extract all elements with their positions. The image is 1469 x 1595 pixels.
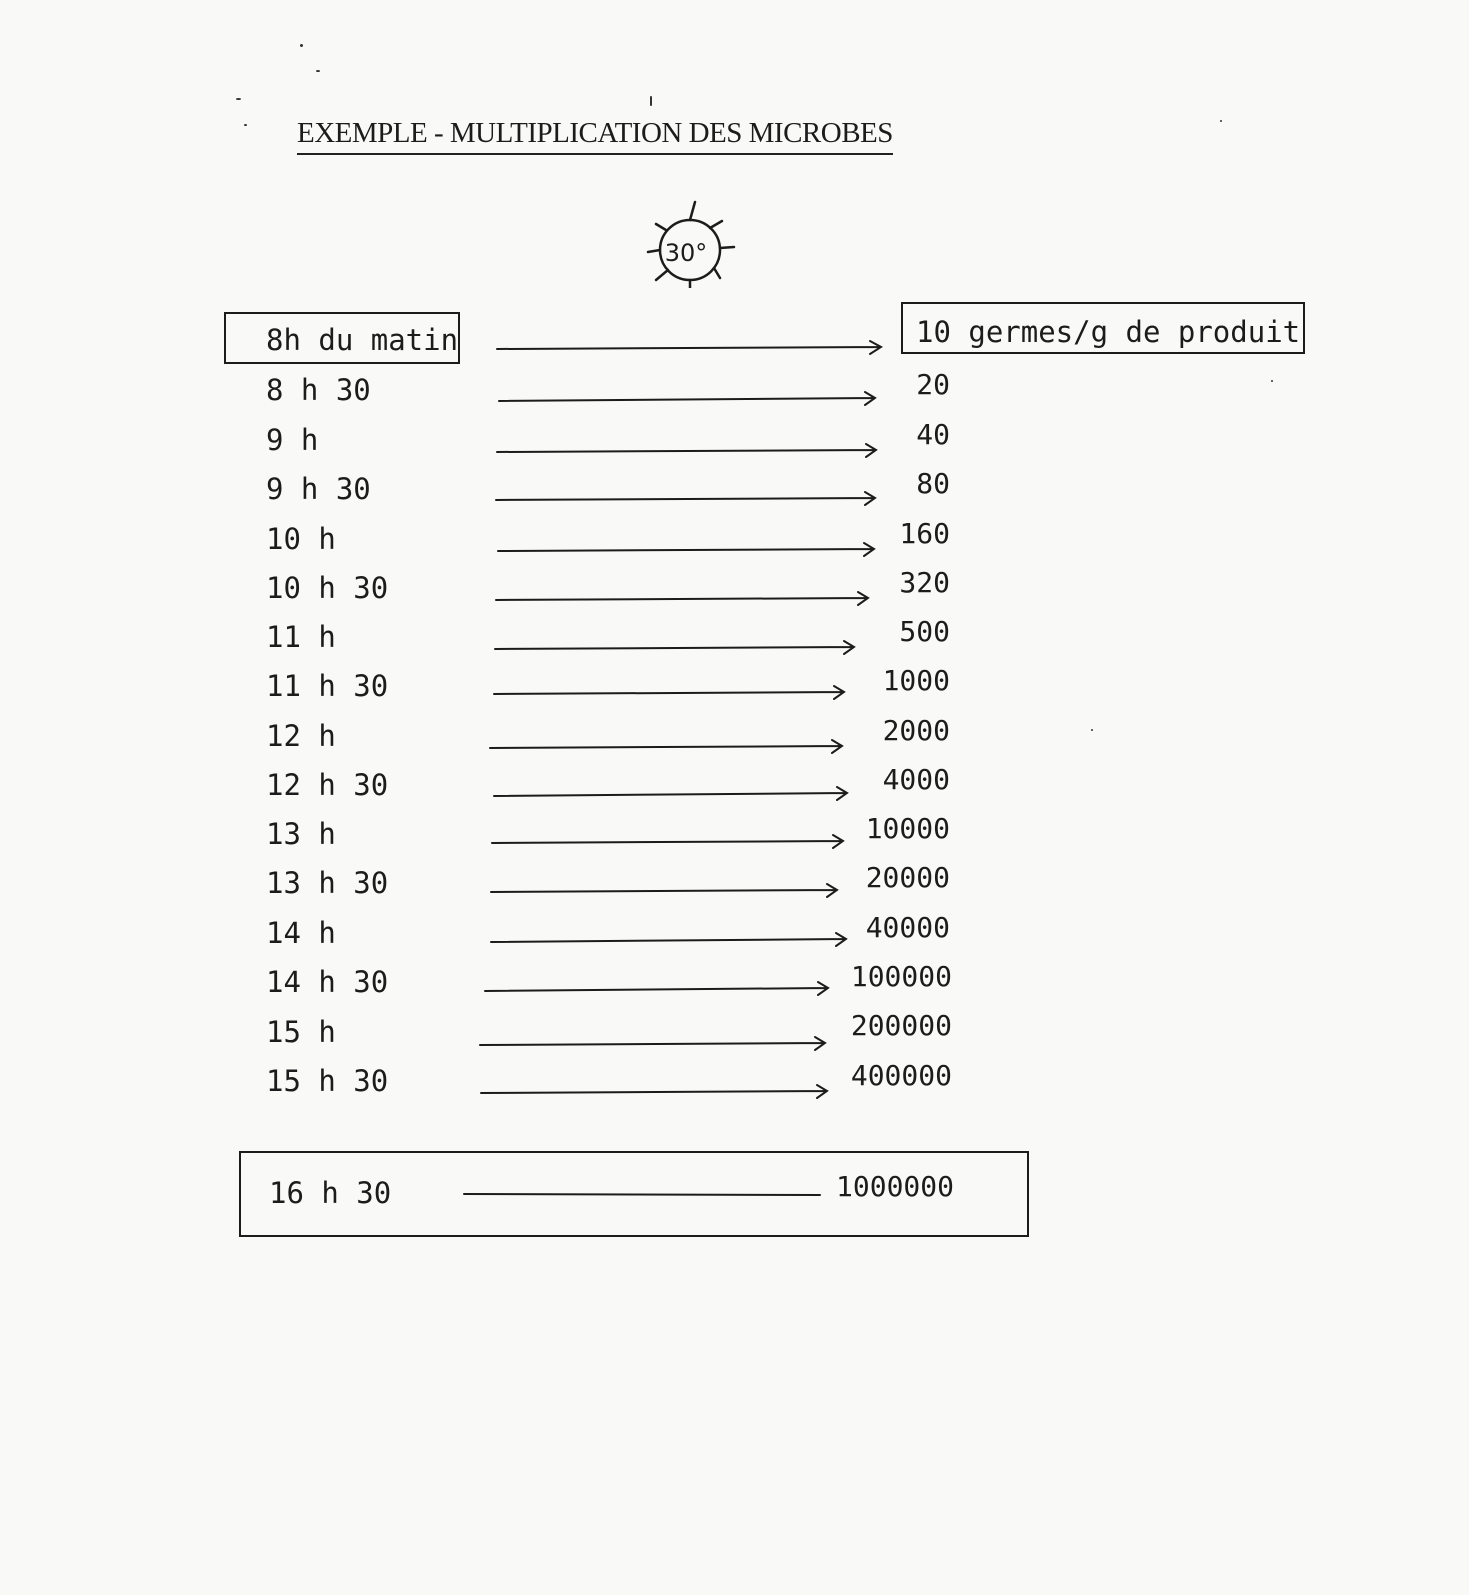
- row-time: 11 h 30: [266, 669, 389, 703]
- row-value: 400000: [850, 1059, 952, 1092]
- row-time: 14 h 30: [266, 965, 389, 999]
- scan-speck: [1271, 380, 1273, 382]
- row-value: 100000: [850, 960, 952, 993]
- sun-icon: [640, 188, 740, 288]
- row-value: 20: [916, 368, 950, 401]
- arrow: [480, 1037, 825, 1050]
- row-time: 14 h: [266, 916, 336, 950]
- start-time-label: 8h du matin: [266, 323, 459, 357]
- row-time: 12 h: [266, 719, 336, 753]
- arrow: [490, 740, 842, 753]
- row-time: 13 h: [266, 817, 336, 851]
- page-title: EXEMPLE - MULTIPLICATION DES MICROBES: [297, 118, 893, 155]
- scan-speck: [236, 98, 241, 100]
- scan-speck: [1091, 729, 1093, 731]
- scan-speck: [650, 96, 652, 106]
- arrow: [497, 444, 876, 457]
- row-time: 15 h 30: [266, 1064, 389, 1098]
- arrow: [498, 543, 874, 556]
- arrow: [492, 835, 843, 848]
- arrow: [494, 686, 844, 699]
- row-value: 200000: [850, 1009, 952, 1042]
- row-time: 11 h: [266, 620, 336, 654]
- arrow: [491, 884, 837, 897]
- scan-speck: [244, 124, 247, 126]
- arrow: [496, 592, 868, 605]
- row-value: 10000: [865, 812, 950, 845]
- row-time: 10 h 30: [266, 571, 389, 605]
- scan-speck: [300, 44, 303, 47]
- final-time: 16 h 30: [269, 1176, 392, 1210]
- row-time: 9 h 30: [266, 472, 371, 506]
- row-value: 40000: [865, 911, 950, 944]
- arrow: [499, 392, 875, 405]
- row-value: 320: [899, 566, 950, 599]
- arrow: [481, 1085, 827, 1098]
- row-time: 8 h 30: [266, 373, 371, 407]
- row-value: 1000: [882, 664, 950, 697]
- row-value: 80: [916, 467, 950, 500]
- arrow: [485, 982, 828, 995]
- arrow: [497, 341, 881, 354]
- row-value: 160: [899, 517, 950, 550]
- row-time: 10 h: [266, 522, 336, 556]
- row-value: 2000: [882, 714, 950, 747]
- scan-speck: [316, 70, 320, 72]
- arrow: [495, 641, 854, 654]
- arrow: [491, 933, 846, 946]
- temperature-label: 30°: [664, 239, 708, 267]
- row-time: 13 h 30: [266, 866, 389, 900]
- arrow: [496, 492, 875, 505]
- row-time: 15 h: [266, 1015, 336, 1049]
- arrow: [494, 787, 847, 800]
- row-time: 12 h 30: [266, 768, 389, 802]
- row-value: 20000: [865, 861, 950, 894]
- row-time: 9 h: [266, 423, 319, 457]
- final-value: 1000000: [836, 1170, 955, 1203]
- start-value-label: 10 germes/g de produit: [916, 315, 1301, 349]
- row-value: 40: [916, 418, 950, 451]
- scan-speck: [1220, 120, 1222, 122]
- row-value: 4000: [882, 763, 950, 796]
- row-value: 500: [899, 615, 950, 648]
